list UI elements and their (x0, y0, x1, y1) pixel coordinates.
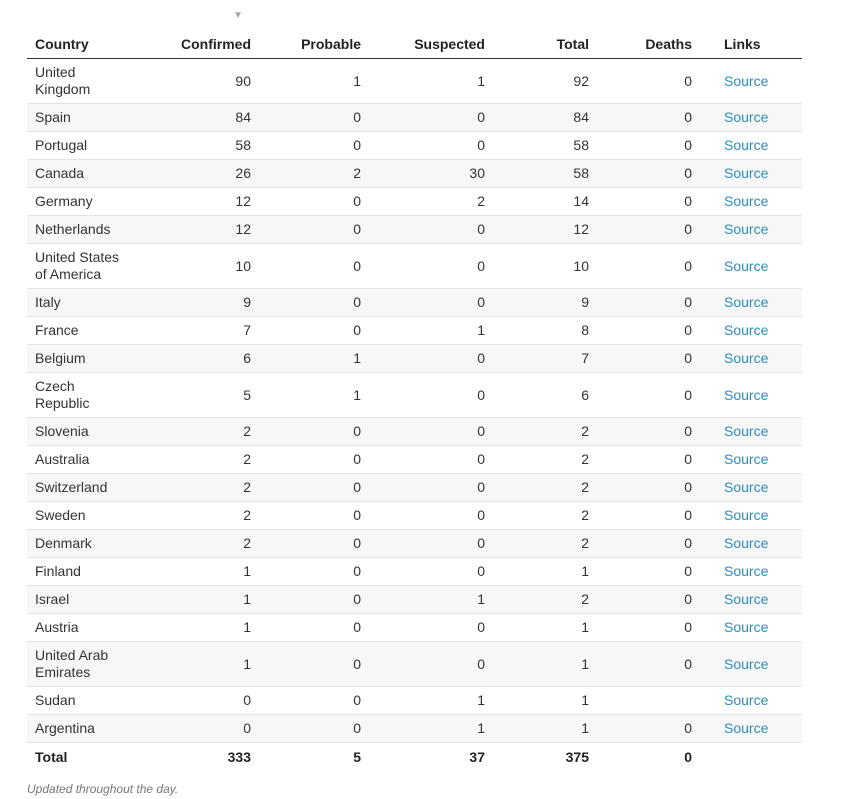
table-row (27, 642, 802, 687)
table-row (27, 59, 802, 104)
links-cell (692, 216, 802, 244)
table-row (27, 474, 802, 502)
country-cell: Portugal (27, 132, 125, 160)
source-link[interactable]: Source (724, 655, 769, 672)
total-cell: 58 (485, 160, 589, 188)
probable-cell: 0 (251, 446, 361, 474)
deaths-cell: 0 (589, 502, 692, 530)
country-cell: United Kingdom (27, 59, 125, 104)
confirmed-cell: 12 (125, 216, 251, 244)
suspected-cell: 0 (361, 216, 485, 244)
deaths-cell: 0 (589, 317, 692, 345)
links-cell (692, 687, 802, 715)
suspected-cell: 0 (361, 244, 485, 289)
confirmed-cell: 1 (125, 614, 251, 642)
column-header-total[interactable] (485, 8, 589, 59)
probable-cell: 0 (251, 474, 361, 502)
deaths-cell: 0 (589, 586, 692, 614)
source-link[interactable]: Source (724, 109, 769, 125)
total-cell: 84 (485, 104, 589, 132)
column-header-deaths[interactable] (589, 8, 692, 59)
probable-cell: 0 (251, 418, 361, 446)
source-link[interactable]: Source (724, 720, 769, 736)
table-row (27, 418, 802, 446)
table-row (27, 614, 802, 642)
country-cell: Germany (27, 188, 125, 216)
country-cell: Australia (27, 446, 125, 474)
suspected-cell: 2 (361, 188, 485, 216)
deaths-cell: 0 (589, 558, 692, 586)
source-link[interactable]: Source (724, 535, 769, 551)
links-cell (692, 373, 802, 418)
source-link[interactable]: Source (724, 692, 769, 708)
suspected-cell: 0 (361, 132, 485, 160)
probable-cell: 0 (251, 244, 361, 289)
probable-cell: 0 (251, 558, 361, 586)
probable-cell: 0 (251, 216, 361, 244)
probable-cell: 2 (251, 160, 361, 188)
table-row (27, 132, 802, 160)
country-cell: Austria (27, 614, 125, 642)
confirmed-cell: 10 (125, 244, 251, 289)
source-link[interactable]: Source (724, 165, 769, 181)
confirmed-cell: 2 (125, 474, 251, 502)
update-note: Updated throughout the day. (27, 782, 179, 796)
table-row (27, 160, 802, 188)
table-row (27, 558, 802, 586)
probable-cell: 0 (251, 104, 361, 132)
links-cell (692, 715, 802, 743)
suspected-total: 37 (361, 743, 485, 771)
confirmed-cell: 1 (125, 642, 251, 687)
links-cell (692, 446, 802, 474)
probable-cell: 1 (251, 345, 361, 373)
column-header-country[interactable] (27, 8, 125, 59)
country-cell: Switzerland (27, 474, 125, 502)
deaths-cell: 0 (589, 614, 692, 642)
deaths-cell: 0 (589, 104, 692, 132)
grand-total: 375 (485, 743, 589, 771)
confirmed-total: 333 (125, 743, 251, 771)
total-cell: 8 (485, 317, 589, 345)
confirmed-cell: 2 (125, 502, 251, 530)
deaths-cell: 0 (589, 188, 692, 216)
suspected-cell: 0 (361, 289, 485, 317)
total-cell: 10 (485, 244, 589, 289)
table-body (27, 59, 802, 743)
confirmed-cell: 12 (125, 188, 251, 216)
table-row (27, 216, 802, 244)
table-row (27, 446, 802, 474)
cases-table (27, 8, 802, 770)
table-row (27, 345, 802, 373)
source-link[interactable]: Source (724, 221, 769, 237)
suspected-cell: 1 (361, 586, 485, 614)
total-cell: 1 (485, 558, 589, 586)
suspected-cell: 1 (361, 715, 485, 743)
links-cell (692, 614, 802, 642)
links-cell (692, 132, 802, 160)
confirmed-cell: 58 (125, 132, 251, 160)
probable-cell: 0 (251, 530, 361, 558)
table-footer (27, 743, 802, 771)
deaths-cell: 0 (589, 446, 692, 474)
deaths-cell: 0 (589, 132, 692, 160)
suspected-cell: 0 (361, 418, 485, 446)
confirmed-cell: 0 (125, 715, 251, 743)
country-cell: Finland (27, 558, 125, 586)
country-cell: France (27, 317, 125, 345)
confirmed-cell: 1 (125, 558, 251, 586)
confirmed-cell: 0 (125, 687, 251, 715)
country-cell: Belgium (27, 345, 125, 373)
totals-label: Total (27, 743, 125, 771)
country-cell: Spain (27, 104, 125, 132)
table-row (27, 502, 802, 530)
suspected-cell: 0 (361, 345, 485, 373)
suspected-cell: 1 (361, 317, 485, 345)
table-row (27, 530, 802, 558)
confirmed-cell: 1 (125, 586, 251, 614)
probable-cell: 0 (251, 317, 361, 345)
country-cell: Sweden (27, 502, 125, 530)
country-cell: United States of America (27, 244, 125, 289)
totals-row (27, 743, 802, 771)
deaths-cell: 0 (589, 373, 692, 418)
confirmed-cell: 90 (125, 59, 251, 104)
total-cell: 58 (485, 132, 589, 160)
total-cell: 6 (485, 373, 589, 418)
column-header-suspected[interactable] (361, 8, 485, 59)
column-header-label: Probable (301, 36, 361, 52)
links-cell (692, 59, 802, 104)
source-link[interactable]: Source (724, 386, 769, 403)
source-link[interactable]: Source (724, 350, 769, 366)
probable-cell: 0 (251, 715, 361, 743)
source-link[interactable]: Source (724, 257, 769, 274)
source-link[interactable]: Source (724, 322, 769, 338)
deaths-cell: 0 (589, 530, 692, 558)
source-link[interactable]: Source (724, 619, 769, 635)
suspected-cell: 0 (361, 642, 485, 687)
suspected-cell: 0 (361, 558, 485, 586)
total-cell: 1 (485, 715, 589, 743)
total-cell: 2 (485, 474, 589, 502)
total-cell: 12 (485, 216, 589, 244)
sort-descending-icon: ▼ (233, 10, 243, 21)
source-link[interactable]: Source (724, 563, 769, 579)
deaths-cell: 0 (589, 59, 692, 104)
links-cell (692, 244, 802, 289)
confirmed-cell: 84 (125, 104, 251, 132)
confirmed-cell: 9 (125, 289, 251, 317)
source-link[interactable]: Source (724, 479, 769, 495)
table-row (27, 188, 802, 216)
source-link[interactable]: Source (724, 451, 769, 467)
confirmed-cell: 2 (125, 530, 251, 558)
links-cell (692, 317, 802, 345)
deaths-cell (589, 687, 692, 715)
source-link[interactable]: Source (724, 294, 769, 310)
suspected-cell: 30 (361, 160, 485, 188)
table-row (27, 373, 802, 418)
total-cell: 1 (485, 614, 589, 642)
confirmed-cell: 6 (125, 345, 251, 373)
total-cell: 9 (485, 289, 589, 317)
links-cell (692, 345, 802, 373)
column-header-label: Total (556, 36, 589, 52)
links-cell (692, 289, 802, 317)
deaths-cell: 0 (589, 160, 692, 188)
table-row (27, 289, 802, 317)
source-link[interactable]: Source (724, 193, 769, 209)
country-cell: Canada (27, 160, 125, 188)
total-cell: 2 (485, 530, 589, 558)
suspected-cell: 0 (361, 502, 485, 530)
confirmed-cell: 26 (125, 160, 251, 188)
probable-cell: 0 (251, 614, 361, 642)
links-cell (692, 642, 802, 687)
suspected-cell: 0 (361, 530, 485, 558)
country-cell: Sudan (27, 687, 125, 715)
table-header (27, 8, 802, 59)
table-row (27, 586, 802, 614)
deaths-cell: 0 (589, 642, 692, 687)
country-cell: Italy (27, 289, 125, 317)
cases-table-container (27, 8, 802, 770)
links-cell (692, 160, 802, 188)
total-cell: 7 (485, 345, 589, 373)
suspected-cell: 0 (361, 474, 485, 502)
source-link[interactable]: Source (724, 591, 769, 607)
deaths-cell: 0 (589, 715, 692, 743)
deaths-cell: 0 (589, 345, 692, 373)
links-cell (692, 558, 802, 586)
links-cell (692, 586, 802, 614)
suspected-cell: 1 (361, 59, 485, 104)
source-link[interactable]: Source (724, 507, 769, 523)
deaths-cell: 0 (589, 216, 692, 244)
probable-cell: 0 (251, 642, 361, 687)
links-cell (692, 188, 802, 216)
country-cell: Israel (27, 586, 125, 614)
total-cell: 14 (485, 188, 589, 216)
source-link[interactable]: Source (724, 423, 769, 439)
column-header-label: Links (724, 36, 761, 52)
probable-cell: 0 (251, 132, 361, 160)
links-cell (692, 502, 802, 530)
confirmed-cell: 7 (125, 317, 251, 345)
deaths-total: 0 (589, 743, 692, 771)
probable-total: 5 (251, 743, 361, 771)
country-cell: Netherlands (27, 216, 125, 244)
source-link[interactable]: Source (724, 137, 769, 153)
links-cell (692, 530, 802, 558)
table-row (27, 104, 802, 132)
suspected-cell: 0 (361, 446, 485, 474)
total-cell: 92 (485, 59, 589, 104)
column-header-label: Suspected (414, 36, 485, 52)
links-total-empty (692, 743, 802, 771)
country-cell: Argentina (27, 715, 125, 743)
table-row (27, 317, 802, 345)
confirmed-cell: 5 (125, 373, 251, 418)
probable-cell: 1 (251, 59, 361, 104)
column-header-label: Confirmed (181, 36, 251, 52)
deaths-cell: 0 (589, 418, 692, 446)
links-cell (692, 104, 802, 132)
probable-cell: 0 (251, 687, 361, 715)
column-header-label: Country (35, 36, 89, 52)
column-header-probable[interactable] (251, 8, 361, 59)
table-row (27, 715, 802, 743)
table-row (27, 687, 802, 715)
suspected-cell: 0 (361, 373, 485, 418)
confirmed-cell: 2 (125, 446, 251, 474)
suspected-cell: 1 (361, 687, 485, 715)
suspected-cell: 0 (361, 614, 485, 642)
links-cell (692, 474, 802, 502)
deaths-cell: 0 (589, 474, 692, 502)
column-header-confirmed[interactable] (125, 8, 251, 59)
total-cell: 2 (485, 418, 589, 446)
header-row (27, 8, 802, 59)
total-cell: 1 (485, 687, 589, 715)
total-cell: 2 (485, 586, 589, 614)
deaths-cell: 0 (589, 289, 692, 317)
deaths-cell: 0 (589, 244, 692, 289)
total-cell: 2 (485, 446, 589, 474)
probable-cell: 1 (251, 373, 361, 418)
table-row (27, 244, 802, 289)
links-cell (692, 418, 802, 446)
suspected-cell: 0 (361, 104, 485, 132)
country-cell: Denmark (27, 530, 125, 558)
column-header-label: Deaths (645, 36, 692, 52)
country-cell: Czech Republic (27, 373, 125, 418)
country-cell: Slovenia (27, 418, 125, 446)
column-header-links (692, 8, 802, 59)
probable-cell: 0 (251, 586, 361, 614)
total-cell: 1 (485, 642, 589, 687)
probable-cell: 0 (251, 502, 361, 530)
source-link[interactable]: Source (724, 72, 769, 89)
probable-cell: 0 (251, 188, 361, 216)
confirmed-cell: 2 (125, 418, 251, 446)
total-cell: 2 (485, 502, 589, 530)
probable-cell: 0 (251, 289, 361, 317)
country-cell: United Arab Emirates (27, 642, 125, 687)
